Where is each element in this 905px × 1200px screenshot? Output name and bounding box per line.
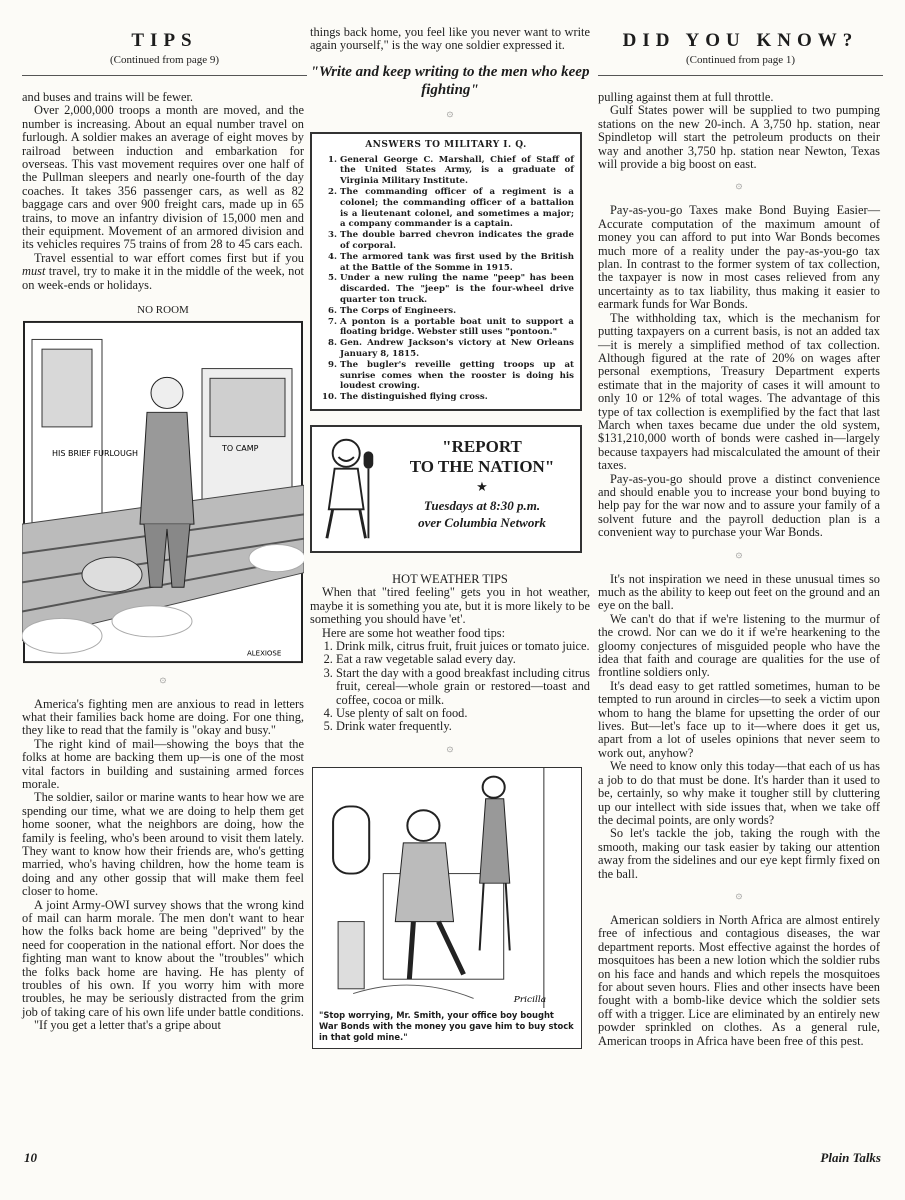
ad-show-title-line2: TO THE NATION"	[409, 456, 555, 476]
food-tip: 4. Use plenty of salt on food.	[336, 707, 590, 720]
iq-answer: 9. The bugler's reveille getting troops up at sunrise comes when the rooster is doing his loudest crowing.	[340, 360, 574, 392]
paragraph: Over 2,000,000 troops a month are moved, and the number is increasing. About an equal number travel on furlough. A soldier makes an average of eight moves by railroad between induction and embarkation for overseas. This vast movement requires over one half of the Pullman sleepers and nearly one-fourth of the day coaches. It takes 356 passenger cars, as well as 82 baggage cars and over 900 freight cars, made up in 65 trains, to move an infantry division of 15,000 men and their equipment. Movement of an armored division and its vehicles requires 75 trains of from 28 to 45 cars each.	[22, 103, 304, 252]
food-tip: 2. Eat a raw vegetable salad every day.	[336, 653, 590, 666]
no-room-cartoon	[22, 320, 304, 665]
cartoon-title: NO ROOM	[137, 304, 189, 317]
hot-weather-tips	[310, 573, 590, 755]
paragraph: The soldier, sailor or marine wants to hear how we are spending our time, what we are doing to help them get home sooner, what the neighbors are doing, how the family is feeling, who's been around to visit them lately. They want to know how their friends are, who's getting married, who's having children, how the home team is doing and any other gossip that will make them feel closer to home.	[22, 790, 304, 899]
publication-name: Plain Talks	[820, 1150, 881, 1165]
ornament-icon: ۞	[735, 888, 743, 901]
did-you-know-continued: (Continued from page 1)	[685, 54, 796, 66]
food-tip: 5. Drink water frequently.	[336, 720, 590, 733]
header-rule	[22, 75, 307, 76]
did-you-know-title: DID YOU KNOW?	[622, 30, 859, 51]
cartoon-sign-camp: TO CAMP	[222, 443, 259, 453]
did-you-know-header	[598, 30, 883, 66]
iq-answers-list	[318, 155, 574, 403]
paragraph: A joint Army-OWI survey shows that the wrong kind of mail can harm morale. The men don't want to hear how the folks back home are being "deprived" by the need for cooperation in the national effort. Nor does the fighting man want to know about the "troubles" which the folks back home are having. He has plenty of troubles of his own. If you worry him with more troubles, he may be seriously distracted from the grim job of taking care of his own life under battle conditions.	[22, 897, 304, 1019]
ornament-icon: ۞	[735, 179, 743, 192]
food-tip: 1. Drink milk, citrus fruit, fruit juices or tomato juice.	[336, 640, 590, 653]
slogan: "Write and keep writing to the men who keep fighting"	[310, 63, 590, 98]
header-rule	[598, 75, 883, 76]
iq-answer: 3. The double barred chevron indicates the grade of corporal.	[340, 230, 574, 252]
paragraph: It's dead easy to get rattled sometimes, human to be tempted to run around in circles—to seek a victim upon whom to hang the blame for upsetting the order of our lives. But—let's face up to it—where does it get us, apart from a lot of useles opinions that never seem to work out, anyhow?	[598, 678, 880, 760]
iq-answer: 7. A ponton is a portable boat unit to support a floating bridge. Webster still uses "pontoon."	[340, 317, 574, 339]
paragraph: Pay-as-you-go Taxes make Bond Buying Easier—Accurate computation of the maximum amount of money you can afford to put into War Bonds becomes much more of a reality under the pay-as-you-go tax plan. In contrast to the former system of tax collection, the taxpayer is now in most cases relieved from any uncertainty as to tax liability, thus making it easier to earmark funds for War Bonds.	[598, 203, 880, 312]
war-bonds-cartoon-box	[312, 767, 582, 1049]
paragraph: The right kind of mail—showing the boys that the folks at home are backing them up—is one of the most vital factors in building and sustaining armed forces morale.	[22, 736, 304, 791]
tips-title: TIPS	[131, 30, 198, 51]
iq-answer: 8. Gen. Andrew Jackson's victory at New Orleans January 8, 1815.	[340, 338, 574, 360]
ornament-icon: ۞	[446, 741, 454, 754]
paragraph: America's fighting men are anxious to read in letters what their families back home are doing. For one thing, they like to read that the family is "okay and busy."	[22, 696, 304, 738]
radio-mascot-icon	[320, 432, 384, 546]
paragraph: "If you get a letter that's a gripe about	[34, 1018, 221, 1033]
paragraph	[22, 252, 304, 292]
iq-title: ANSWERS TO MILITARY I. Q.	[365, 139, 527, 150]
war-bonds-cartoon	[313, 768, 580, 1008]
paragraph: Here are some hot weather food tips:	[322, 625, 506, 640]
iq-answer: 1. General George C. Marshall, Chief of Staff of the United States Army, is a graduate of Virginia Military Institute.	[340, 155, 574, 187]
iq-answer: 4. The armored tank was first used by the British at the Battle of the Somme in 1915.	[340, 252, 574, 274]
paragraph: things back home, you feel like you never want to write again yourself," is the way one soldier expressed it.	[310, 25, 590, 53]
food-tips-list	[310, 640, 590, 734]
center-column	[310, 26, 590, 1049]
tips-continued: (Continued from page 9)	[109, 54, 220, 66]
paragraph: and buses and trains will be fewer.	[22, 90, 194, 104]
paragraph: We can't do that if we're listening to the murmur of the crowd. Nor can we do it if we're hearkening to the gloomy conjectures of misguided people who have the idea that faith and courage are qualities for the use of frontline soldiers only.	[598, 611, 880, 680]
paragraph: Gulf States power will be supplied to two pumping stations on the new 20-inch. A 3,750 hp. station, near Spindletop will start the petroleum products on their way and another 3,750 hp. station near Newton, Texas will provide a big boost on east.	[598, 103, 880, 172]
cartoon-sign-furlough: HIS BRIEF FURLOUGH	[52, 448, 139, 458]
iq-answer: 5. Under a new ruling the name "peep" has been discarded. The "jeep" is the four-wheel drive quarter ton truck.	[340, 273, 574, 305]
paragraph: It's not inspiration we need in these unusual times so much as the ability to keep out feet on the ground and an eye on the ball.	[598, 571, 880, 613]
right-column	[598, 91, 880, 1048]
text: travel, try to make it in the middle of the week, not on week-ends or holidays.	[22, 264, 304, 292]
paragraph: The withholding tax, which is the mechanism for putting taxpayers on a current basis, is not an added tax—it is merely a simplified method of tax collection. Although figured at the rate of 20% on wages after personal exemptions, Treasury Department experts estimate that in the majority of cases it will amount to only 10 or 12% of total wages. The advantage of this type of tax collection is exemplified by the fact that last March when taxes became due under the old system, $131,210,000 worth of bonds were cashed in—largely because taxpayers had miscalculated the amount of their taxes.	[598, 310, 880, 473]
cartoon-caption: "Stop worrying, Mr. Smith, your office boy bought War Bonds with the money you gave him to buy stock in that gold mine."	[319, 1009, 574, 1042]
hot-weather-title: HOT WEATHER TIPS	[392, 571, 508, 586]
ornament-icon: ۞	[735, 547, 743, 560]
paragraph: We need to know only this today—that each of us has a job to do that must be done. It's harder than it used to be, certainly, so why make it tougher still by cluttering up our intellect with side issues that, when we take off the decimal points, are only words?	[598, 759, 880, 827]
ad-text	[390, 437, 574, 531]
paragraph: American soldiers in North Africa are almost entirely free of infectious and contagious diseases, the war department reports. Most effective against the hordes of mosquitoes has been a new lotion which the soldier rubs on his face and hands and which repels the mosquitoes for about seven hours. Flies and other insects have been fought with a bomb-like device which the soldier sets off with a trigger. Lice are eliminated by an entirely new powder sprinkled on clothes. As a general rule, American troops in Africa have been free of this pest.	[598, 912, 880, 1048]
iq-answer: 10. The distinguished flying cross.	[340, 392, 574, 403]
ornament-icon: ۞	[159, 672, 167, 685]
page-number: 10	[24, 1150, 37, 1165]
ornament-icon: ۞	[446, 106, 454, 119]
paragraph: When that "tired feeling" gets you in hot weather, maybe it is something you ate, but it is more likely to be something you should have 'et'.	[310, 585, 590, 627]
ad-schedule: Tuesdays at 8:30 p.m.	[423, 497, 541, 513]
military-iq-answers-box	[310, 132, 582, 411]
ad-network: over Columbia Network	[418, 514, 546, 530]
cartoon-signature: Pricilla	[513, 995, 547, 1005]
paragraph: Pay-as-you-go should prove a distinct convenience and should enable you to increase your bond buying to help pay for the war now and to assure your family of a solvent future and the payroll deduction plan is a convenient way to purchase your War Bonds.	[598, 471, 880, 540]
tips-header	[22, 30, 307, 66]
iq-answer: 2. The commanding officer of a regiment is a colonel; the commanding officer of a battalion is a lieutenant colonel, and sometimes a major; a company commander is a captain.	[340, 187, 574, 230]
star-icon: ★	[476, 478, 488, 494]
paragraph: pulling against them at full throttle.	[598, 90, 774, 104]
report-to-the-nation-ad	[310, 425, 582, 553]
ad-show-title-line1: "REPORT	[442, 436, 522, 456]
cartoon-signature: ALEXIOSE	[247, 648, 282, 657]
text: Travel essential to war effort comes first but if you	[34, 250, 304, 265]
food-tip: 3. Start the day with a good breakfast including citrus fruit, cereal—whole grain or restored—toast and coffee, cocoa or milk.	[336, 667, 590, 707]
left-column	[22, 91, 304, 1033]
emphasis: must	[22, 264, 46, 279]
iq-answer: 6. The Corps of Engineers.	[340, 306, 574, 317]
paragraph: So let's tackle the job, taking the rough with the smooth, making our task easier by taking our attention away from the sidelines and our eye kept firmly fixed on the ball.	[598, 826, 880, 881]
